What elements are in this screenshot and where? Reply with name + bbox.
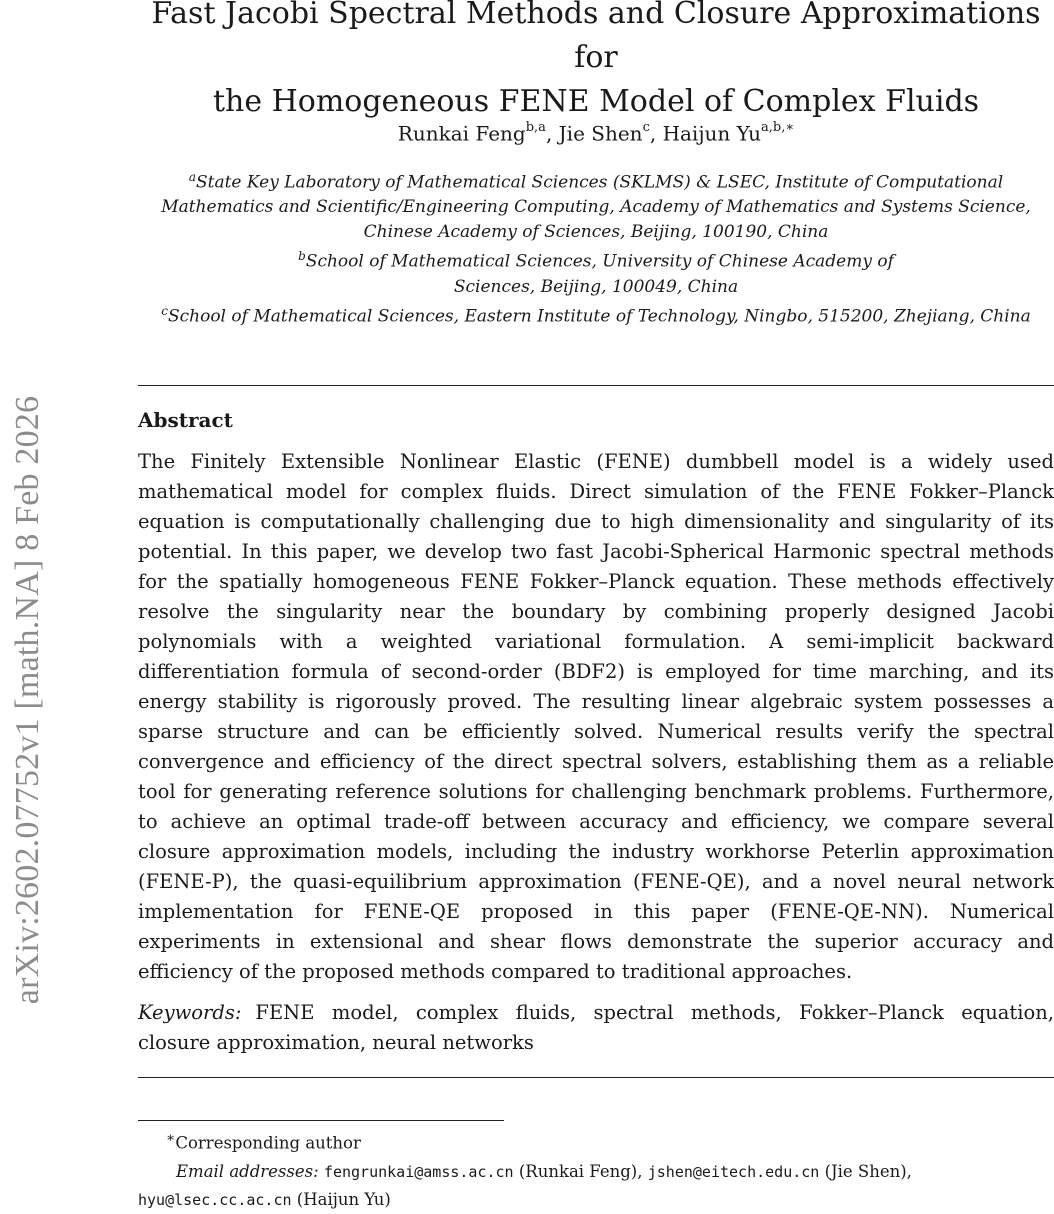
author-name: Haijun Yu: [662, 121, 761, 146]
author-list: Runkai Feng$^{b,a}$, Jie Shen$^c$, Haijun $Yu^{a,b,∗}$: [397, 120, 795, 146]
affil-mark: a: [188, 170, 196, 184]
abstract-top-rule: [138, 385, 1054, 386]
title-line-1: Fast Jacobi Spectral Methods and Closure Approximations for: [151, 0, 1041, 75]
affil-mark: b: [298, 249, 306, 264]
arxiv-id-text: arXiv:2602.07752v1 [math.NA] 8 Feb 2026: [9, 395, 46, 1005]
affiliation-c: $^c$School of Mathematical Sciences, Eastern Institute of Technology, Ningbo, 515200, Zhejiang, China: [161, 304, 1031, 327]
email-link[interactable]: fengrunkai@amss.ac.cn: [323, 1162, 514, 1181]
title-line-2: the Homogeneous FENE Model of Complex Fluids: [212, 84, 980, 119]
footnote-mark: ∗: [166, 1130, 176, 1146]
abstract-body: The Finitely Extensible Nonlinear Elastic (FENE) dumbbell model is a widely used mathematical model for complex fluids. Direct simulation of the FENE Fokker–Planck equation is computationally challenging due to high dimensionality and singularity of its potential. In this paper, we develop two fast Jacobi-Spherical Harmonic spectral methods for the spatially homogeneous FENE Fokker–Planck equation. These methods effectively resolve the singularity near the boundary by combining properly designed Jacobi polynomials with a weighted variational formulation. A semi-implicit backward differentiation formula of second-order (BDF2) is employed for time marching, and its energy stability is rigorously proved. The resulting linear algebraic system possesses a sparse structure and can be efficiently solved. Numerical results verify the spectral convergence and efficiency of the direct spectral solvers, establishing them as a reliable tool for generating reference solutions for challenging benchmark problems. Furthermore, to achieve an optimal trade-off between accuracy and efficiency, we compare several closure approximation models, including the industry workhorse Peterlin approximation (FENE-P), the quasi-equilibrium approximation (FENE-QE), and a novel neural network implementation for FENE-QE proposed in this paper (FENE-QE-NN). Numerical experiments in extensional and shear flows demonstrate the superior accuracy and efficiency of the proposed methods compared to traditional approaches.: [138, 450, 1054, 983]
affiliation-a: $^a$State Key Laboratory of Mathematical Sciences (SKLMS) & LSEC, Institute of Computational Mathematics and Scientific/Engineering Computing, Academy of Mathematics and Systems Science, Chinese Academy of Sciences, Beijing, 100190, China: [161, 170, 1031, 242]
email-link[interactable]: jshen@eitech.edu.cn: [647, 1162, 820, 1181]
affil-mark: c: [161, 304, 168, 319]
email-label: Email addresses:: [176, 1161, 319, 1181]
author-affil-marks: b,a: [525, 120, 546, 135]
abstract-bottom-rule: [138, 1077, 1054, 1078]
email-owner: (Runkai Feng),: [518, 1161, 643, 1181]
abstract-heading: Abstract: [138, 408, 233, 432]
keywords-text: FENE model, complex fluids, spectral methods, Fokker–Planck equation, closure approximation, neural networks: [138, 1001, 1054, 1054]
author-affil-marks: c: [642, 120, 650, 135]
footnotes: [138, 1124, 1054, 1214]
keywords: [138, 998, 1054, 1058]
footnote-rule: [138, 1120, 504, 1121]
footnote-corresponding: ∗Corresponding author: [166, 1130, 361, 1153]
paper-title: [138, 0, 1054, 124]
affiliation-b: $^b$School of Mathematical Sciences, University of Chinese Academy of Sciences, Beijing, 100049, China: [298, 249, 894, 297]
email-owner: (Jie Shen),: [824, 1161, 912, 1181]
affiliations: [138, 165, 1054, 330]
author-name: Runkai Feng: [397, 121, 526, 146]
email-link[interactable]: hyu@lsec.cc.ac.cn: [138, 1190, 292, 1209]
arxiv-identifier-stamp: [0, 0, 56, 1200]
keywords-label: Keywords:: [138, 1001, 242, 1024]
footnote-emails: [138, 1158, 1054, 1186]
author-name: Jie Shen: [558, 121, 643, 146]
author-affil-marks: a,b,∗: [761, 120, 795, 135]
email-owner: (Haijun Yu): [296, 1189, 391, 1209]
